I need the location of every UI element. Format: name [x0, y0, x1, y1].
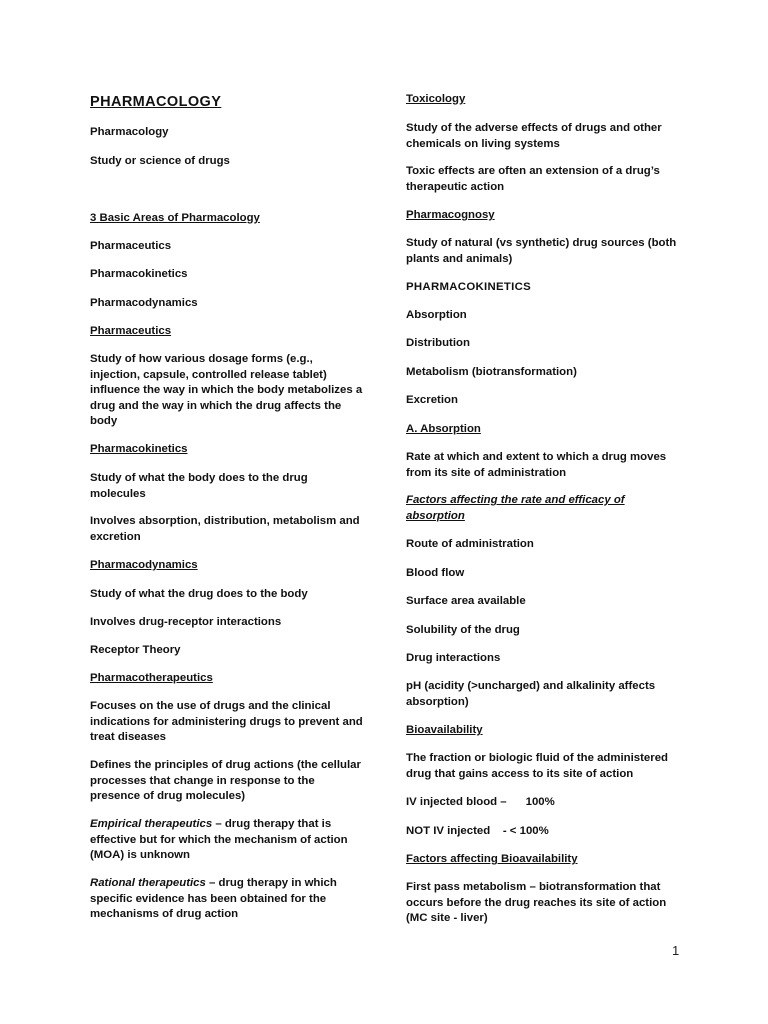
empirical-term: Empirical therapeutics [90, 818, 213, 830]
toxic-effects [406, 164, 660, 195]
pharmacokinetics-heading: Pharmacokinetics [90, 443, 188, 455]
text-line: therapeutic action [406, 180, 505, 193]
page-number: 1 [672, 943, 680, 958]
text-line: specific evidence has been obtained for the [90, 892, 327, 905]
bioavailability-heading: Bioavailability [406, 724, 483, 736]
toxicology-definition [406, 121, 662, 152]
empirical-text: – drug therapy that is [212, 818, 332, 830]
text-line: The fraction or biologic fluid of the administered [406, 752, 668, 764]
toxicology-heading: Toxicology [406, 93, 466, 105]
text-line: influence the way in which the body metabolizes a [90, 384, 363, 397]
absorption-definition [406, 450, 666, 481]
pharmacokinetics-involves [90, 514, 360, 545]
pharmacokinetics-section-heading: PHARMACOKINETICS [406, 281, 532, 293]
text-line: excretion [90, 530, 141, 543]
absorption-factors-heading [406, 493, 625, 524]
text-line: First pass metabolism – biotransformation that [406, 881, 661, 893]
text-line: Rate at which and extent to which a drug moves [406, 451, 667, 463]
pharmacotherapeutics-definition [90, 699, 363, 746]
text-line: mechanisms of drug action [90, 908, 239, 921]
factor-blood-flow: Blood flow [406, 567, 465, 579]
empirical-therapeutics [90, 817, 348, 864]
text-line: injection, capsule, controlled release tablet) [90, 368, 327, 381]
text-line: Study of how various dosage forms (e.g., [90, 353, 313, 365]
text-line: Study of the adverse effects of drugs and other [406, 122, 662, 134]
text-line: absorption) [406, 695, 469, 708]
text-line: Factors affecting the rate and efficacy of [406, 494, 625, 506]
basic-areas-heading: 3 Basic Areas of Pharmacology [90, 212, 260, 224]
first-pass-metabolism [406, 880, 666, 927]
text-line: indications for administering drugs to prevent and [90, 715, 363, 728]
text-line: treat diseases [90, 731, 166, 744]
absorption-heading: A. Absorption [406, 423, 481, 435]
bioavailability-definition [406, 751, 668, 782]
pharmacokinetics-definition [90, 471, 308, 502]
text-line: presence of drug molecules) [90, 790, 246, 803]
text-line: (MOA) is unknown [90, 849, 190, 862]
factor-solubility: Solubility of the drug [406, 624, 520, 636]
factor-surface-area: Surface area available [406, 595, 526, 607]
text-line: processes that change in response to the [90, 774, 315, 787]
text-line [90, 876, 337, 892]
text-line: Focuses on the use of drugs and the clinical [90, 700, 331, 712]
rational-therapeutics [90, 876, 337, 923]
text-line: absorption [406, 509, 465, 522]
factor-ph [406, 679, 655, 710]
text-line: Defines the principles of drug actions (the cellular [90, 759, 361, 771]
pharmaceutics-definition [90, 352, 362, 430]
drug-action-principles [90, 758, 361, 805]
document-title: PHARMACOLOGY [90, 94, 222, 110]
text-line: Involves absorption, distribution, metabolism and [90, 515, 360, 527]
bioavailability-factors-heading: Factors affecting Bioavailability [406, 853, 578, 865]
pharmacognosy-heading: Pharmacognosy [406, 209, 495, 221]
pharmacology-definition: Study or science of drugs [90, 155, 230, 167]
factor-route: Route of administration [406, 538, 534, 550]
text-line: body [90, 415, 118, 428]
iv-injected-line: IV injected blood – 100% [406, 796, 555, 808]
pharmacology-label: Pharmacology [90, 126, 169, 138]
text-line: chemicals on living systems [406, 137, 560, 150]
pk-item-distribution: Distribution [406, 337, 470, 349]
pharmacotherapeutics-heading: Pharmacotherapeutics [90, 672, 213, 684]
text-line: pH (acidity (>uncharged) and alkalinity affects [406, 680, 656, 692]
area-item-pharmacokinetics: Pharmacokinetics [90, 268, 188, 280]
factor-drug-interactions: Drug interactions [406, 652, 501, 664]
not-iv-injected-line: NOT IV injected - < 100% [406, 825, 549, 837]
pk-item-excretion: Excretion [406, 394, 458, 406]
text-line [90, 817, 348, 833]
text-line: drug and the way in which the drug affects the [90, 399, 342, 412]
text-line: drug that gains access to its site of action [406, 767, 634, 780]
pk-item-metabolism: Metabolism (biotransformation) [406, 366, 577, 378]
pharmacodynamics-heading: Pharmacodynamics [90, 559, 198, 571]
text-line: Study of what the body does to the drug [90, 472, 308, 484]
pharmaceutics-heading: Pharmaceutics [90, 325, 172, 337]
pharmacodynamics-definition: Study of what the drug does to the body [90, 588, 308, 600]
receptor-theory: Receptor Theory [90, 644, 181, 656]
pharmacognosy-definition [406, 236, 676, 267]
pharmacodynamics-involves: Involves drug-receptor interactions [90, 616, 282, 628]
text-line: Toxic effects are often an extension of a drug’s [406, 165, 660, 177]
area-item-pharmacodynamics: Pharmacodynamics [90, 297, 198, 309]
text-line: effective but for which the mechanism of action [90, 833, 348, 846]
text-line: occurs before the drug reaches its site of action [406, 896, 667, 909]
text-line: (MC site - liver) [406, 912, 488, 925]
area-item-pharmaceutics: Pharmaceutics [90, 240, 172, 252]
pk-item-absorption: Absorption [406, 309, 467, 321]
text-line: plants and animals) [406, 252, 513, 265]
rational-text: – drug therapy in which [205, 877, 337, 889]
text-line: from its site of administration [406, 466, 567, 479]
text-line: molecules [90, 487, 146, 500]
text-line: Study of natural (vs synthetic) drug sources (both [406, 237, 677, 249]
rational-term: Rational therapeutics [90, 877, 206, 889]
